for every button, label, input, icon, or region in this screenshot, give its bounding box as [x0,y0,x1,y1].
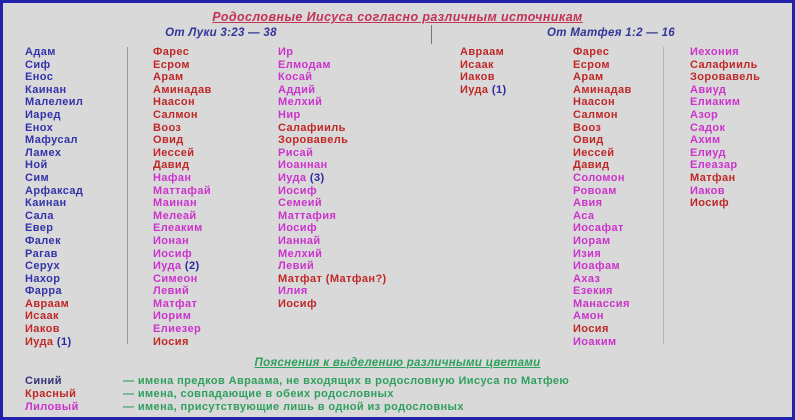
genealogy-name: Елмодам [278,58,331,71]
genealogy-name: Аминадав [573,83,632,96]
genealogy-name: Елиуд [690,146,726,159]
genealogy-column-luke-a [153,46,212,348]
genealogy-name: Зоровавель [278,134,349,147]
genealogy-name: Нафан [153,171,192,184]
genealogy-name: Иосиф [153,247,192,260]
genealogy-name: Евер [25,222,54,235]
genealogy-name: Матфат [153,297,198,310]
genealogy-name: Иорим [153,310,192,323]
genealogy-name: Ахаз [573,272,601,285]
genealogy-name: Давид [153,159,190,172]
genealogy-name: Фарес [153,46,190,58]
genealogy-name: Наасон [573,96,616,109]
genealogy-name: Матфат (Матфан?) [278,272,387,285]
genealogy-name: Иуда (1) [25,335,72,348]
genealogy-name: Семеий [278,197,323,210]
genealogy-name: Иаков [25,323,60,336]
genealogy-name: Каинан [25,197,67,210]
genealogy-name: Ианнай [278,234,321,247]
page-title: Родословные Иисуса согласно различным источникам [212,10,583,24]
genealogy-name: Иессей [153,146,195,159]
genealogy-name: Салафииль [690,58,758,71]
genealogy-name: Иуда (3) [278,171,325,184]
genealogy-name: Сиф [25,58,51,71]
genealogy-name: Левий [278,260,315,273]
header-divider [431,25,432,44]
genealogy-name: Фалек [25,234,61,247]
genealogy-name: Маттафия [278,209,337,222]
legend-heading: Пояснения к выделению различными цветами [254,357,541,369]
legend-color-label: Синий [25,375,62,387]
genealogy-name: Адам [25,46,56,58]
matthew-section-header: От Матфея 1:2 — 16 [547,27,675,39]
genealogy-name: Аминадав [153,83,212,96]
genealogy-column-pre-abraham [25,46,83,348]
genealogy-name: Исаак [25,310,59,323]
genealogy-name: Арам [573,71,604,84]
genealogy-column-matthew-patriarchs [460,46,507,96]
genealogy-name: Авия [573,197,603,210]
genealogy-name: Елеаким [153,222,203,235]
genealogy-name: Арам [153,71,184,84]
genealogy-column-matthew-b [690,46,760,210]
legend-item [3,375,792,388]
genealogy-name: Енох [25,121,54,134]
genealogy-name: Иуда (2) [153,260,200,273]
color-legend [3,357,792,415]
genealogy-name: Салафииль [278,121,346,134]
genealogy-name: Иоафам [573,260,621,273]
genealogy-name: Арфаксад [25,184,84,197]
legend-item [3,401,792,414]
genealogy-name: Иосиф [278,222,317,235]
legend-color-label: Лиловый [25,401,79,414]
genealogy-name: Елиаким [690,96,741,109]
genealogy-name: Левий [153,285,190,298]
genealogy-name: Ламех [25,146,62,159]
genealogy-name: Илия [278,285,308,298]
genealogy-name: Салмон [573,108,618,121]
genealogy-name: Фарра [25,285,63,298]
genealogy-name: Енос [25,71,54,84]
genealogy-name: Иосиф [278,184,317,197]
genealogy-name: Елеазар [690,159,738,172]
genealogy-name: Симеон [153,272,198,285]
genealogy-name: Иоаннан [278,159,328,172]
genealogy-name: Овид [153,134,184,147]
genealogy-name: Давид [573,159,610,172]
genealogy-name: Иосиф [690,197,729,210]
genealogy-name: Иосафат [573,222,624,235]
genealogy-name: Наасон [153,96,196,109]
legend-description: — имена, совпадающие в обеих родословных [123,388,394,401]
genealogy-name: Вооз [153,121,182,134]
genealogy-name: Азор [690,108,719,121]
genealogy-name: Матфан [690,171,736,184]
genealogy-name: Аддий [278,83,316,96]
genealogy-name: Есром [573,58,610,71]
genealogy-name: Иорам [573,234,611,247]
genealogy-name: Вооз [573,121,602,134]
genealogy-name: Сим [25,171,50,184]
genealogy-name: Салмон [153,108,198,121]
genealogy-column-luke-b [278,46,387,310]
genealogy-name: Мелеай [153,209,197,222]
genealogy-name: Нахор [25,272,61,285]
genealogy-name: Зоровавель [690,71,761,84]
genealogy-name: Есром [153,58,190,71]
genealogy-name: Иессей [573,146,615,159]
legend-description: — имена, присутствующие лишь в одной из родословных [123,401,464,414]
genealogy-name: Сала [25,209,54,222]
genealogy-name: Иоаким [573,335,617,348]
genealogy-name: Изия [573,247,602,260]
genealogy-name: Исаак [460,58,494,71]
genealogy-name: Авраам [460,46,505,58]
legend-color-label: Красный [25,388,77,401]
genealogy-name: Косай [278,71,313,84]
genealogy-name: Нир [278,108,301,121]
legend-item [3,388,792,401]
genealogy-column-matthew-a [573,46,632,348]
legend-description: — имена предков Авраама, не входящих в родословную Иисуса по Матфею [123,375,570,387]
genealogy-name: Иосиф [278,297,317,310]
genealogy-name: Мелхий [278,96,323,109]
genealogy-name: Серух [25,260,61,273]
genealogy-name: Аса [573,209,595,222]
genealogy-name: Рисай [278,146,314,159]
genealogy-name: Соломон [573,171,625,184]
genealogy-name: Манассия [573,297,630,310]
genealogy-name: Каинан [25,83,67,96]
genealogy-name: Ионан [153,234,190,247]
genealogy-name: Ахим [690,134,721,147]
genealogy-name: Авраам [25,297,70,310]
genealogy-name: Иуда (1) [460,83,507,96]
genealogy-name: Ной [25,159,48,172]
genealogy-name: Иаков [690,184,725,197]
genealogy-name: Мелхий [278,247,323,260]
genealogy-name: Овид [573,134,604,147]
genealogy-name: Иехония [690,46,740,58]
genealogy-name: Амон [573,310,604,323]
genealogy-name: Малелеил [25,96,84,109]
genealogy-name: Садок [690,121,726,134]
genealogy-name: Иосия [153,335,189,348]
genealogy-name: Иаков [460,71,495,84]
genealogy-name: Езекия [573,285,613,298]
genealogy-name: Маттафай [153,184,212,197]
genealogy-name: Маинан [153,197,197,210]
genealogy-name: Рагав [25,247,58,260]
genealogy-name: Ровоам [573,184,617,197]
genealogy-name: Фарес [573,46,610,58]
genealogy-name: Ир [278,46,294,58]
genealogy-name: Иаред [25,108,61,121]
genealogy-name: Иосия [573,323,609,336]
column-divider-right [663,47,664,344]
genealogy-name: Елиезер [153,323,202,336]
genealogy-name: Авиуд [690,83,727,96]
luke-section-header: От Луки 3:23 — 38 [165,27,277,39]
genealogy-name: Мафусал [25,134,78,147]
column-divider-left [127,47,128,344]
